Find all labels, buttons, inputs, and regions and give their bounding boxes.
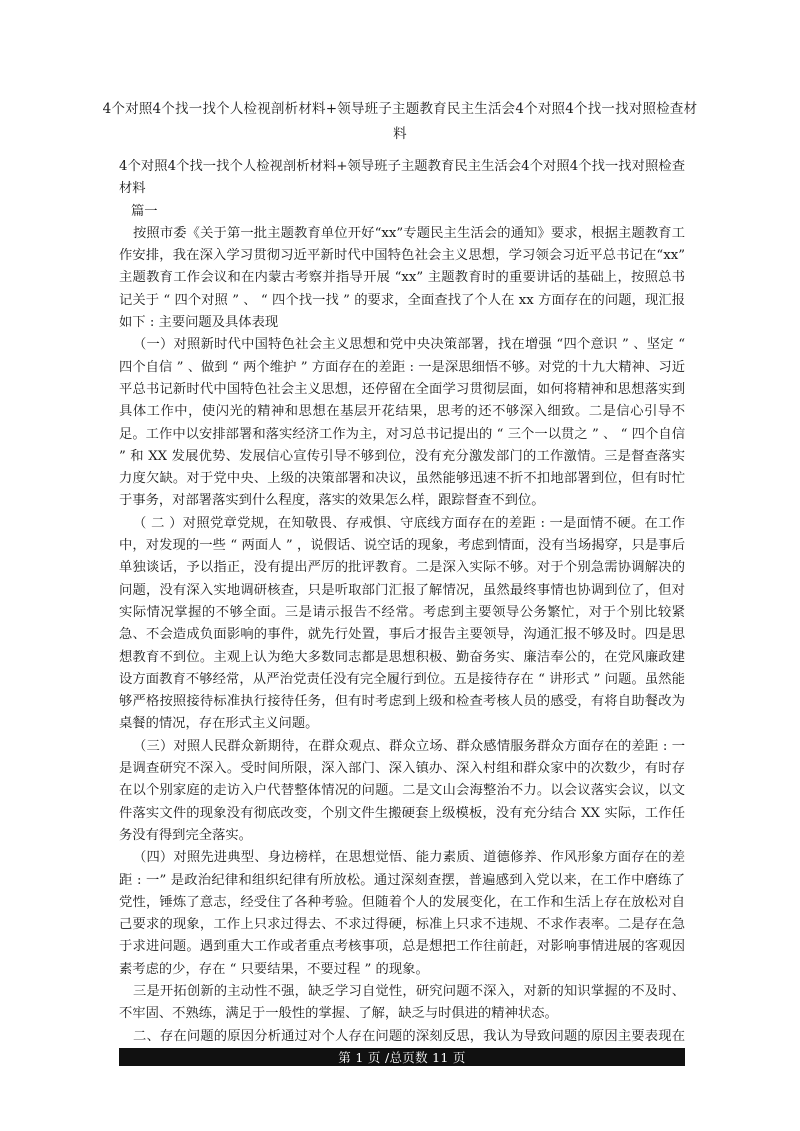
paragraph: 按照市委《关于第一批主题教育单位开好“xx”专题民主生活会的通知》要求，根据主题教育工作安排，我在深入学习贯彻习近平新时代中国特色社会主义思想，学习领会习近平总书记在“xx” 主题教育工作会议和在内蒙古考察并指导开展 “xx” 主题教育时的重要讲话的基础上，按照总书记关于 “ 四个对照 ” 、 “ 四个找一找 ” 的要求，全面查找了个人在 xx 方面存在的问题，现汇报如下 : 主要问题及具体表现 <box>119 225 685 331</box>
document-title: 4个对照4个找一找个人检视剖析材料+领导班子主题教育民主生活会4个对照4个找一找对照检查材料 <box>102 101 698 142</box>
page-number-text: 第 1 页 /总页数 11 页 <box>338 1050 466 1065</box>
document-heading: 4个对照4个找一找个人检视剖析材料+领导班子主题教育民主生活会4个对照4个找一找对照检查材料 <box>119 159 685 197</box>
paragraph: （ 二 ）对照党章党规，在知敬畏、存戒惧、守底线方面存在的差距 : 一是面情不硬。在工作中，对发现的一些 “ 两面人 ” ，说假话、说空话的现象，考虑到情面，没有当场揭穿，只是事后单独谈话，予以指正，没有提出严厉的批评教育。二是深入实际不够。对于个别急需协调解决的问题，没有深入实地调研核查，只是听取部门汇报了解情况，虽然最终事情也协调到位了，但对实际情况掌握的不够全面。三是请示报告不经常。考虑到主要领导公务繁忙，对于个别比较紧急、不会造成负面影响的事件，就先行处置，事后才报告主要领导，沟通汇报不够及时。四是思想教育不到位。主观上认为绝大多数同志都是思想积极、勤奋务实、廉洁奉公的，在党风廉政建设方面教育不够经常，从严治党责任没有完全履行到位。五是接待存在 “ 讲形式 ” 问题。虽然能够严格按照接待标准执行接待任务，但有时考虑到上级和检查考核人员的感受，有将自助餐改为桌餐的情况，存在形式主义问题。 <box>119 515 685 732</box>
paragraph: （四）对照先进典型、身边榜样，在思想觉悟、能力素质、道德修养、作风形象方面存在的差距 : 一” 是政治纪律和组织纪律有所放松。通过深刻查摆，普遍感到入党以来，在工作中磨练了党性，锤炼了意志，经受住了各种考验。但随着个人的发展变化，在工作和生活上存在放松对自己要求的现象，工作上只求过得去、不求过得硬，标准上只求不违规、不求作表率。二是存在急于求进问题。遇到重大工作或者重点考核事项，总是想把工作往前赶，对影响事情进展的客观因素考虑的少，存在 “ 只要结果，不要过程 ” 的现象。 <box>119 850 685 977</box>
paragraph: 三是开拓创新的主动性不强，缺乏学习自觉性，研究问题不深入，对新的知识掌握的不及时、不牢固、不熟练，满足于一般性的掌握、了解，缺乏与时俱进的精神状态。 <box>119 983 685 1022</box>
section-label: 篇一 <box>131 203 158 219</box>
paragraph: 二、存在问题的原因分析通过对个人存在问题的深刻反思，我认为导致问题的原因主要表现在 <box>133 1028 685 1044</box>
document-body <box>119 156 685 1070</box>
paragraph: （一）对照新时代中国特色社会主义思想和党中央决策部署，找在增强 “四个意识 ” 、坚定 “ 四个自信 ” 、做到 “ 两个维护 ” 方面存在的差距 : 一是深思细悟不够。对党的十九大精神、习近平总书记新时代中国特色社会主义思想，还停留在全面学习贯彻层面，如何将精神和思想落实到具体工作中，使闪光的精神和思想在基层开花结果，思考的还不够深入细致。二是信心引导不足。工作中以安排部署和落实经济工作为主，对习总书记提出的 “ 三个一以贯之 ” 、 “ 四个自信 ” 和 XX 发展优势、发展信心宣传引导不够到位，没有充分激发部门的工作激情。三是督查落实力度欠缺。对于党中央、上级的决策部署和决议，虽然能够迅速不折不扣地部署到位，但有时忙于事务，对部署落实到什么程度，落实的效果怎么样，跟踪督查不到位。 <box>119 337 685 509</box>
paragraph: （三）对照人民群众新期待，在群众观点、群众立场、群众感情服务群众方面存在的差距 : 一是调查研究不深入。受时间所限，深入部门、深入镇办、深入村组和群众家中的次数少，有时存在以个别家庭的走访入户代替整体情况的问题。二是文山会海整治不力。以会议落实会议，以文件落实文件的现象没有彻底改变，个别文件生搬硬套上级模板，没有充分结合 XX 实际，工作任务没有得到完全落实。 <box>119 738 685 843</box>
page-footer <box>119 1048 685 1066</box>
